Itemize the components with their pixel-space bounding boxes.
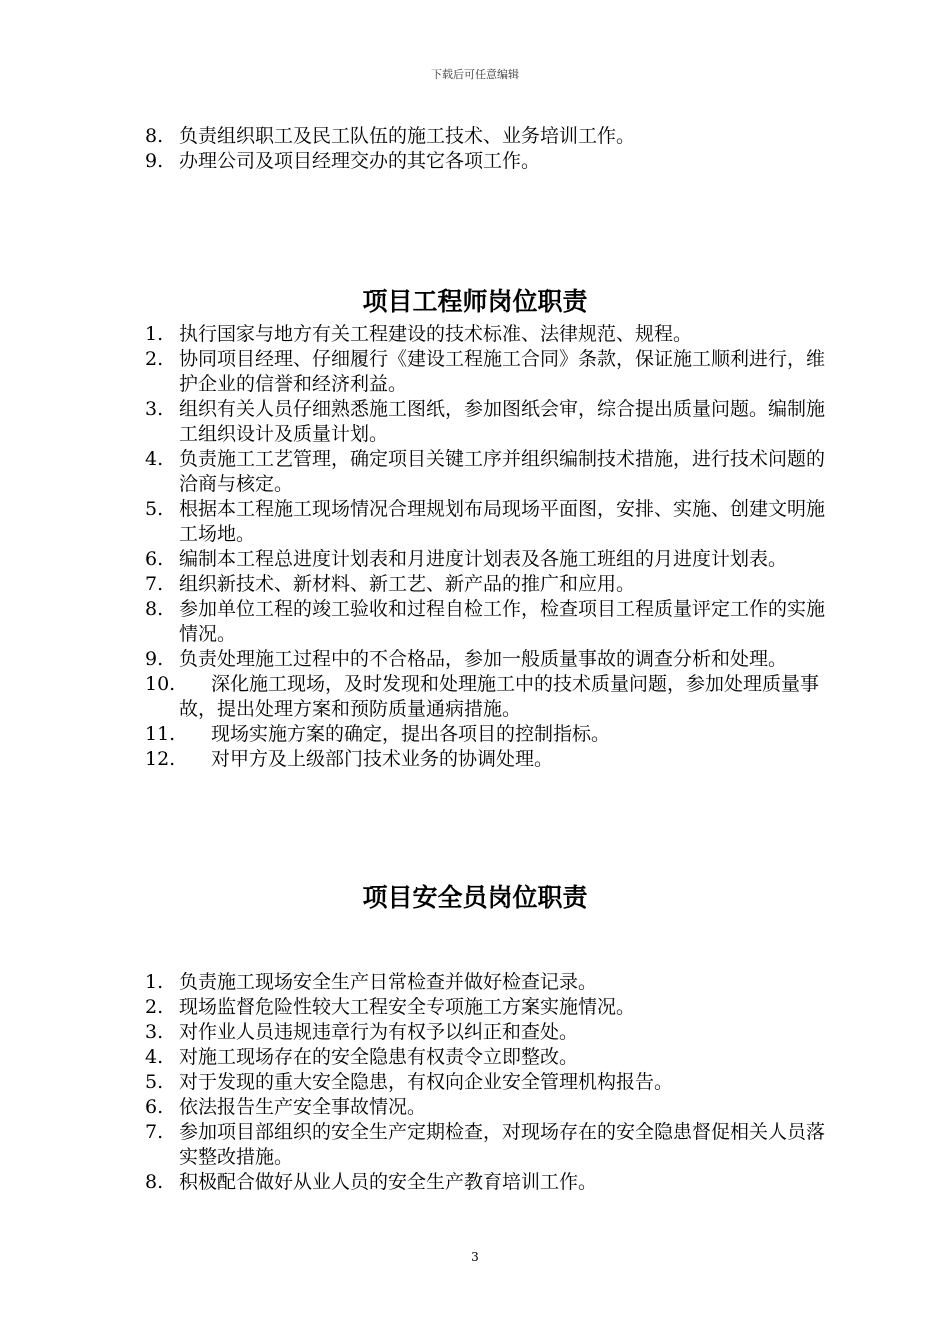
list-item [145,447,825,497]
list-item [145,672,825,722]
item-number: 3. [145,1021,164,1043]
item-text: 根据本工程施工现场情况合理规划布局现场平面图，安排、实施、创建文明施工场地。 [179,498,826,545]
item-text: 编制本工程总进度计划表和月进度计划表及各施工班组的月进度计划表。 [179,548,788,570]
list-item [145,1095,825,1120]
item-text: 参加项目部组织的安全生产定期检查，对现场存在的安全隐患督促相关人员落实整改措施。 [179,1121,826,1168]
item-text: 协同项目经理、仔细履行《建设工程施工合同》条款，保证施工顺利进行，维护企业的信誉和经济利益。 [179,348,826,395]
list-item [145,995,825,1020]
item-number: 5. [145,1071,164,1093]
item-number: 8. [145,1171,164,1193]
item-number: 1. [145,971,164,993]
page-header: 下载后可任意编辑 [431,68,519,81]
item-number: 8. [145,125,164,147]
page-number: 3 [471,1250,479,1264]
item-text: 组织新技术、新材料、新工艺、新产品的推广和应用。 [179,573,636,595]
list-item [145,322,825,347]
list-item [145,722,825,747]
list-item [145,597,825,647]
item-text: 对施工现场存在的安全隐患有权责令立即整改。 [179,1046,579,1068]
item-number: 4. [145,1046,164,1068]
list-item [145,347,825,397]
item-text: 对甲方及上级部门技术业务的协调处理。 [211,748,554,770]
item-text: 负责处理施工过程中的不合格品，参加一般质量事故的调查分析和处理。 [179,648,788,670]
list-item [145,747,825,772]
item-text: 积极配合做好从业人员的安全生产教育培训工作。 [179,1171,598,1193]
list-item [145,647,825,672]
item-text: 对于发现的重大安全隐患，有权向企业安全管理机构报告。 [179,1071,674,1093]
list-item [145,1170,825,1195]
list-item [145,1045,825,1070]
item-number: 5. [145,498,164,520]
list-item [145,397,825,447]
item-number: 2. [145,348,164,370]
item-number: 10. [145,673,176,695]
item-number: 6. [145,1096,164,1118]
list-item [145,497,825,547]
item-number: 7. [145,573,164,595]
item-text: 对作业人员违规违章行为有权予以纠正和查处。 [179,1021,579,1043]
item-text: 组织有关人员仔细熟悉施工图纸，参加图纸会审，综合提出质量问题。编制施工组织设计及质量计划。 [179,398,826,445]
item-number: 7. [145,1121,164,1143]
item-text: 执行国家与地方有关工程建设的技术标准、法律规范、规程。 [179,323,693,345]
list-item [145,1120,825,1170]
list-item [145,149,825,174]
item-number: 3. [145,398,164,420]
item-text: 负责施工现场安全生产日常检查并做好检查记录。 [179,971,598,993]
item-number: 1. [145,323,164,345]
list-engineer [145,322,825,772]
item-number: 9. [145,648,164,670]
list-item [145,970,825,995]
section-title-engineer: 项目工程师岗位职责 [362,287,588,316]
item-number: 12. [145,748,176,770]
list-continued [145,124,825,174]
list-item [145,1020,825,1045]
item-number: 9. [145,150,164,172]
list-item [145,1070,825,1095]
item-text: 负责施工工艺管理，确定项目关键工序并组织编制技术措施，进行技术问题的洽商与核定。 [179,448,826,495]
item-text: 现场实施方案的确定，提出各项目的控制指标。 [211,723,611,745]
item-number: 8. [145,598,164,620]
list-item [145,572,825,597]
item-number: 4. [145,448,164,470]
list-item [145,124,825,149]
item-number: 6. [145,548,164,570]
item-text: 依法报告生产安全事故情况。 [179,1096,427,1118]
item-text: 办理公司及项目经理交办的其它各项工作。 [179,150,541,172]
item-number: 2. [145,996,164,1018]
item-text: 深化施工现场，及时发现和处理施工中的技术质量问题，参加处理质量事故，提出处理方案和预防质量通病措施。 [179,673,820,720]
list-safety [145,970,825,1195]
item-text: 参加单位工程的竣工验收和过程自检工作，检查项目工程质量评定工作的实施情况。 [179,598,826,645]
item-text: 现场监督危险性较大工程安全专项施工方案实施情况。 [179,996,636,1018]
item-text: 负责组织职工及民工队伍的施工技术、业务培训工作。 [179,125,636,147]
list-item [145,547,825,572]
item-number: 11. [145,723,176,745]
section-title-safety: 项目安全员岗位职责 [362,883,588,912]
